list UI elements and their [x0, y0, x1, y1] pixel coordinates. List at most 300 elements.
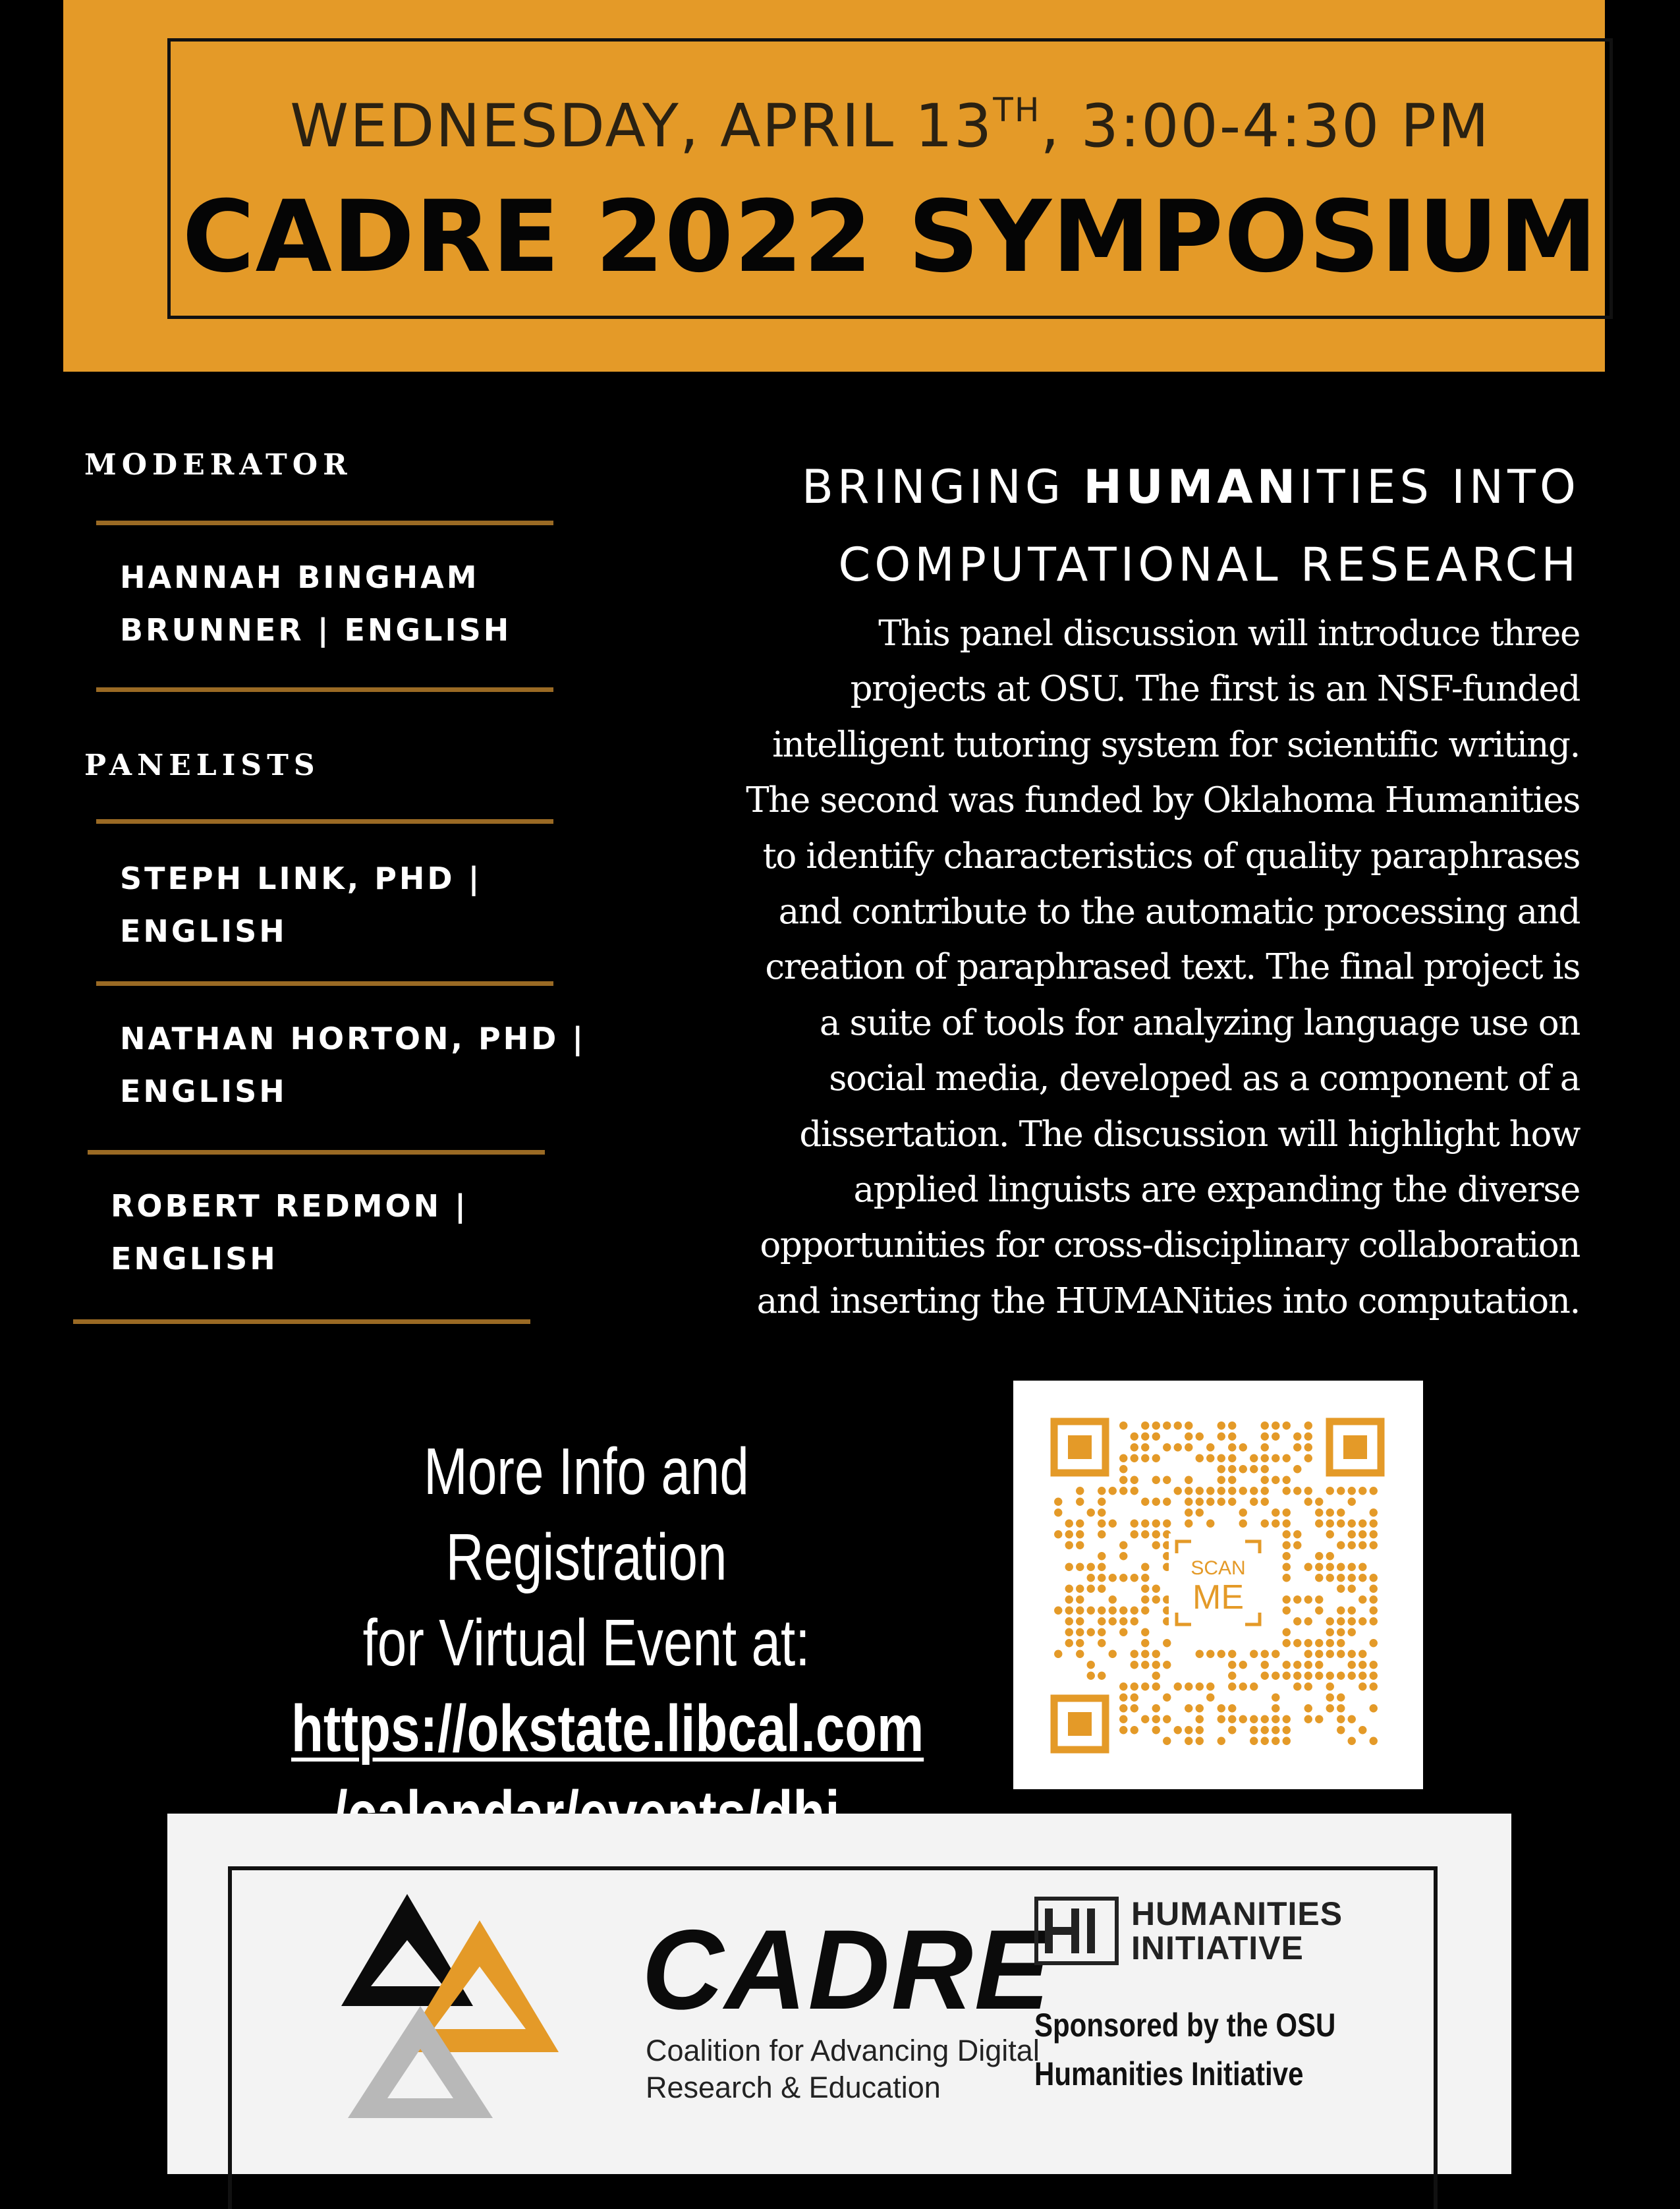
qr-module	[1196, 1726, 1204, 1734]
qr-module	[1370, 1585, 1378, 1593]
qr-module	[1141, 1607, 1149, 1615]
qr-module	[1239, 1520, 1247, 1528]
registration-line1: More Info and Registration	[424, 1435, 749, 1594]
qr-module	[1370, 1617, 1378, 1625]
qr-module	[1163, 1498, 1171, 1506]
qr-module	[1174, 1682, 1182, 1690]
qr-module	[1119, 1487, 1127, 1495]
qr-finder-bottom-left	[1054, 1698, 1106, 1750]
qr-module	[1131, 1487, 1138, 1495]
qr-module	[1261, 1650, 1269, 1658]
description-line: creation of paraphrased text. The final project is	[765, 947, 1580, 988]
qr-module	[1141, 1421, 1149, 1429]
panel-description	[644, 606, 1580, 1329]
qr-module	[1098, 1574, 1106, 1582]
panelist-item	[111, 1180, 468, 1285]
qr-module	[1337, 1607, 1345, 1615]
qr-module	[1326, 1552, 1334, 1560]
qr-module	[1228, 1715, 1236, 1723]
panelist-department: ENGLISH	[111, 1241, 278, 1277]
qr-module	[1348, 1498, 1356, 1506]
qr-module	[1119, 1541, 1127, 1549]
qr-module	[1348, 1661, 1356, 1669]
qr-module	[1174, 1443, 1182, 1451]
qr-module	[1326, 1487, 1334, 1495]
qr-module	[1315, 1595, 1323, 1603]
qr-module	[1206, 1454, 1214, 1462]
description-line: and inserting the HUMANities into computation.	[756, 1280, 1580, 1321]
qr-module	[1152, 1585, 1160, 1593]
qr-module	[1076, 1617, 1084, 1625]
qr-module	[1152, 1650, 1160, 1658]
qr-module	[1163, 1661, 1171, 1669]
qr-module	[1370, 1672, 1378, 1680]
qr-module	[1163, 1737, 1171, 1745]
qr-module	[1206, 1443, 1214, 1451]
qr-module	[1109, 1487, 1117, 1495]
qr-module	[1250, 1737, 1258, 1745]
qr-module	[1239, 1682, 1247, 1690]
qr-module	[1152, 1726, 1160, 1734]
qr-module	[1370, 1520, 1378, 1528]
qr-module	[1141, 1498, 1149, 1506]
qr-module	[1141, 1454, 1149, 1462]
qr-module	[1076, 1628, 1084, 1636]
panelists-heading: PANELISTS	[84, 749, 320, 782]
qr-module	[1196, 1454, 1204, 1462]
qr-module	[1098, 1617, 1106, 1625]
qr-module	[1065, 1639, 1073, 1647]
qr-module	[1228, 1487, 1236, 1495]
cadre-subtitle	[646, 2032, 1040, 2106]
qr-module	[1348, 1487, 1356, 1495]
qr-module	[1119, 1465, 1127, 1473]
qr-module	[1283, 1595, 1291, 1603]
registration-line2: for Virtual Event at:	[362, 1606, 810, 1680]
description-line: applied linguists are expanding the diverse	[853, 1170, 1580, 1211]
qr-module	[1109, 1595, 1117, 1603]
qr-module	[1326, 1563, 1334, 1571]
qr-module	[1315, 1672, 1323, 1680]
qr-module	[1065, 1628, 1073, 1636]
humanities-initiative-logo-icon	[1034, 1897, 1119, 1965]
qr-module	[1358, 1563, 1366, 1571]
qr-module	[1272, 1421, 1279, 1429]
description-line: The second was funded by Oklahoma Humanities	[746, 780, 1580, 821]
scan-me-label-2: ME	[1192, 1578, 1244, 1617]
qr-module	[1239, 1487, 1247, 1495]
qr-module	[1218, 1737, 1225, 1745]
qr-module	[1293, 1661, 1301, 1669]
qr-module	[1228, 1661, 1236, 1669]
qr-module	[1272, 1726, 1279, 1734]
qr-module	[1206, 1487, 1214, 1495]
qr-module	[1163, 1421, 1171, 1429]
qr-module	[1076, 1639, 1084, 1647]
qr-module	[1152, 1704, 1160, 1712]
qr-module	[1185, 1433, 1192, 1441]
qr-module	[1315, 1715, 1323, 1723]
qr-module	[1119, 1704, 1127, 1712]
qr-module	[1283, 1607, 1291, 1615]
qr-module	[1196, 1487, 1204, 1495]
qr-module	[1337, 1585, 1345, 1593]
event-title: CADRE 2022 SYMPOSIUM	[182, 180, 1598, 295]
event-date	[171, 91, 1610, 161]
qr-module	[1304, 1454, 1312, 1462]
qr-module	[1119, 1607, 1127, 1615]
qr-module	[1098, 1508, 1106, 1516]
qr-module	[1087, 1585, 1095, 1593]
panelist-name: NATHAN HORTON, PHD |	[120, 1021, 586, 1056]
qr-module	[1326, 1650, 1334, 1658]
qr-module	[1283, 1487, 1291, 1495]
qr-module	[1315, 1639, 1323, 1647]
qr-module	[1196, 1704, 1204, 1712]
qr-module	[1228, 1704, 1236, 1712]
qr-module	[1087, 1607, 1095, 1615]
qr-module	[1239, 1661, 1247, 1669]
qr-module	[1054, 1607, 1062, 1615]
footer	[167, 1814, 1511, 2174]
qr-module	[1228, 1421, 1236, 1429]
qr-module	[1087, 1563, 1095, 1571]
qr-module	[1119, 1454, 1127, 1462]
qr-module	[1250, 1726, 1258, 1734]
qr-module	[1131, 1704, 1138, 1712]
qr-module	[1304, 1433, 1312, 1441]
qr-module	[1315, 1650, 1323, 1658]
cadre-logo-icon	[341, 1894, 572, 2118]
qr-module	[1152, 1682, 1160, 1690]
qr-module	[1370, 1639, 1378, 1647]
qr-module	[1218, 1454, 1225, 1462]
qr-module	[1119, 1617, 1127, 1625]
qr-module	[1131, 1530, 1138, 1538]
qr-module	[1065, 1530, 1073, 1538]
qr-module	[1337, 1672, 1345, 1680]
panel-title-post: ITIES INTO	[1299, 460, 1580, 514]
qr-module	[1098, 1672, 1106, 1680]
description-line: and contribute to the automatic processing and	[778, 892, 1580, 932]
qr-module	[1228, 1672, 1236, 1680]
qr-module	[1337, 1704, 1345, 1712]
description-line: intelligent tutoring system for scientific writing.	[772, 724, 1580, 765]
qr-module	[1337, 1694, 1345, 1702]
divider	[96, 687, 553, 692]
qr-module	[1131, 1694, 1138, 1702]
panelist-department: ENGLISH	[120, 1074, 287, 1109]
qr-module	[1206, 1682, 1214, 1690]
qr-module	[1293, 1530, 1301, 1538]
panel-title-emphasis: HUMAN	[1083, 460, 1300, 514]
qr-module	[1337, 1563, 1345, 1571]
moderator-name-line1: HANNAH BINGHAM	[120, 559, 480, 595]
qr-module	[1293, 1595, 1301, 1603]
qr-module	[1152, 1661, 1160, 1669]
qr-module	[1098, 1639, 1106, 1647]
humanities-name-line1: HUMANITIES	[1131, 1895, 1343, 1932]
qr-module	[1348, 1585, 1356, 1593]
qr-module	[1272, 1650, 1279, 1658]
qr-module	[1326, 1682, 1334, 1690]
qr-module	[1185, 1520, 1192, 1528]
qr-module	[1326, 1574, 1334, 1582]
qr-module	[1228, 1726, 1236, 1734]
qr-module	[1315, 1574, 1323, 1582]
qr-module	[1283, 1541, 1291, 1549]
qr-module	[1283, 1520, 1291, 1528]
qr-module	[1348, 1563, 1356, 1571]
qr-module	[1196, 1715, 1204, 1723]
panel-title	[658, 448, 1580, 604]
qr-module	[1218, 1465, 1225, 1473]
qr-module	[1228, 1498, 1236, 1506]
qr-module	[1206, 1694, 1214, 1702]
qr-module	[1206, 1650, 1214, 1658]
qr-module	[1304, 1672, 1312, 1680]
qr-module	[1218, 1476, 1225, 1484]
qr-module	[1174, 1487, 1182, 1495]
event-time: , 3:00-4:30 PM	[1040, 92, 1490, 161]
header-banner	[63, 0, 1605, 372]
qr-module	[1283, 1552, 1291, 1560]
divider	[73, 1319, 530, 1324]
qr-module	[1304, 1715, 1312, 1723]
qr-module	[1283, 1476, 1291, 1484]
qr-module	[1261, 1520, 1269, 1528]
qr-module	[1196, 1498, 1204, 1506]
qr-module	[1076, 1595, 1084, 1603]
qr-module	[1304, 1639, 1312, 1647]
qr-module	[1109, 1650, 1117, 1658]
qr-module	[1152, 1454, 1160, 1462]
qr-module	[1337, 1726, 1345, 1734]
humanities-initiative-name	[1131, 1897, 1343, 1965]
qr-module	[1196, 1508, 1204, 1516]
qr-module	[1348, 1650, 1356, 1658]
qr-module	[1304, 1487, 1312, 1495]
panel-title-pre: BRINGING	[801, 460, 1084, 514]
qr-module	[1119, 1552, 1127, 1560]
qr-module	[1272, 1704, 1279, 1712]
qr-module	[1261, 1672, 1269, 1680]
qr-module	[1261, 1465, 1269, 1473]
qr-module	[1228, 1433, 1236, 1441]
qr-module	[1304, 1421, 1312, 1429]
qr-module	[1119, 1628, 1127, 1636]
qr-module	[1283, 1563, 1291, 1571]
qr-module	[1087, 1672, 1095, 1680]
qr-module	[1315, 1661, 1323, 1669]
qr-module	[1131, 1661, 1138, 1669]
qr-module	[1141, 1443, 1149, 1451]
qr-module	[1326, 1628, 1334, 1636]
qr-module	[1304, 1650, 1312, 1658]
qr-module	[1370, 1737, 1378, 1745]
qr-module	[1131, 1433, 1138, 1441]
qr-module	[1206, 1498, 1214, 1506]
qr-module	[1283, 1454, 1291, 1462]
qr-module	[1250, 1682, 1258, 1690]
qr-module	[1141, 1574, 1149, 1582]
qr-module	[1358, 1617, 1366, 1625]
qr-module	[1370, 1607, 1378, 1615]
qr-module	[1152, 1520, 1160, 1528]
qr-module	[1174, 1421, 1182, 1429]
qr-module	[1326, 1617, 1334, 1625]
qr-module	[1141, 1433, 1149, 1441]
qr-module	[1098, 1563, 1106, 1571]
panelist-item	[120, 852, 482, 958]
qr-module	[1218, 1498, 1225, 1506]
qr-module	[1098, 1498, 1106, 1506]
qr-module	[1152, 1498, 1160, 1506]
qr-module	[1370, 1530, 1378, 1538]
qr-finder-top-left	[1054, 1421, 1106, 1473]
qr-module	[1196, 1433, 1204, 1441]
panelist-item	[120, 1012, 586, 1118]
qr-module	[1076, 1498, 1084, 1506]
qr-module	[1370, 1574, 1378, 1582]
qr-module	[1261, 1715, 1269, 1723]
qr-module	[1065, 1541, 1073, 1549]
qr-module	[1348, 1715, 1356, 1723]
qr-module	[1370, 1661, 1378, 1669]
qr-finder-top-right	[1330, 1421, 1381, 1473]
qr-module	[1304, 1682, 1312, 1690]
qr-module	[1163, 1639, 1171, 1647]
qr-module	[1250, 1487, 1258, 1495]
qr-module	[1304, 1704, 1312, 1712]
qr-module	[1293, 1617, 1301, 1625]
qr-module	[1185, 1726, 1192, 1734]
qr-module	[1304, 1661, 1312, 1669]
scan-me-badge	[1169, 1534, 1268, 1632]
qr-module	[1293, 1682, 1301, 1690]
panelist-department: ENGLISH	[120, 913, 287, 949]
event-date-ordinal: TH	[993, 91, 1041, 129]
qr-module	[1065, 1563, 1073, 1571]
qr-module	[1358, 1682, 1366, 1690]
qr-module	[1141, 1661, 1149, 1669]
qr-module	[1315, 1552, 1323, 1560]
qr-module	[1119, 1726, 1127, 1734]
qr-module	[1337, 1541, 1345, 1549]
qr-module	[1358, 1650, 1366, 1658]
qr-module	[1076, 1585, 1084, 1593]
qr-module	[1131, 1443, 1138, 1451]
qr-module	[1358, 1672, 1366, 1680]
qr-module	[1228, 1476, 1236, 1484]
description-line: social media, developed as a component of a	[829, 1058, 1580, 1099]
qr-module	[1250, 1650, 1258, 1658]
qr-module	[1261, 1661, 1269, 1669]
qr-module	[1283, 1672, 1291, 1680]
qr-module	[1272, 1433, 1279, 1441]
qr-module	[1326, 1520, 1334, 1528]
qr-module	[1261, 1433, 1269, 1441]
qr-module	[1152, 1541, 1160, 1549]
qr-module	[1131, 1607, 1138, 1615]
qr-code[interactable]	[1013, 1381, 1423, 1789]
qr-module	[1228, 1443, 1236, 1451]
qr-module	[1054, 1530, 1062, 1538]
qr-module	[1272, 1520, 1279, 1528]
qr-module	[1054, 1498, 1062, 1506]
qr-module	[1272, 1694, 1279, 1702]
qr-module	[1358, 1487, 1366, 1495]
qr-module	[1315, 1520, 1323, 1528]
qr-module	[1185, 1682, 1192, 1690]
qr-module	[1076, 1541, 1084, 1549]
qr-module	[1163, 1520, 1171, 1528]
qr-module	[1109, 1607, 1117, 1615]
qr-module	[1109, 1617, 1117, 1625]
moderator-name	[120, 551, 511, 656]
description-line: opportunities for cross-disciplinary collaboration	[760, 1225, 1580, 1266]
qr-module	[1348, 1672, 1356, 1680]
qr-module	[1261, 1421, 1269, 1429]
qr-module	[1272, 1476, 1279, 1484]
qr-module	[1185, 1421, 1192, 1429]
qr-module	[1152, 1595, 1160, 1603]
qr-module	[1348, 1617, 1356, 1625]
qr-module	[1065, 1585, 1073, 1593]
registration-info	[291, 1429, 924, 1857]
qr-module	[1315, 1508, 1323, 1516]
footer-frame	[228, 1866, 1438, 2209]
qr-module	[1283, 1574, 1291, 1582]
sponsor-note	[1034, 2001, 1335, 2098]
qr-module	[1152, 1715, 1160, 1723]
qr-module	[1337, 1617, 1345, 1625]
event-date-day: WEDNESDAY, APRIL 13	[290, 92, 994, 161]
qr-module	[1337, 1715, 1345, 1723]
qr-module	[1141, 1650, 1149, 1658]
qr-module	[1185, 1704, 1192, 1712]
qr-module	[1131, 1617, 1138, 1625]
qr-module	[1283, 1508, 1291, 1516]
qr-module	[1315, 1498, 1323, 1506]
qr-module	[1358, 1574, 1366, 1582]
qr-module	[1185, 1487, 1192, 1495]
cadre-subtitle-line1: Coalition for Advancing Digital	[646, 2034, 1040, 2067]
qr-module	[1065, 1607, 1073, 1615]
qr-module	[1065, 1520, 1073, 1528]
qr-module	[1109, 1574, 1117, 1582]
qr-module	[1326, 1508, 1334, 1516]
qr-code-card[interactable]	[1013, 1381, 1423, 1789]
qr-module	[1196, 1650, 1204, 1658]
qr-module	[1239, 1465, 1247, 1473]
qr-module	[1358, 1661, 1366, 1669]
qr-module	[1293, 1433, 1301, 1441]
divider	[96, 981, 553, 986]
qr-module	[1174, 1726, 1182, 1734]
qr-module	[1326, 1639, 1334, 1647]
qr-module	[1326, 1672, 1334, 1680]
qr-module	[1141, 1682, 1149, 1690]
qr-module	[1337, 1520, 1345, 1528]
description-line: dissertation. The discussion will highlight how	[799, 1114, 1580, 1155]
qr-module	[1250, 1454, 1258, 1462]
registration-url-line1[interactable]: https://okstate.libcal.com	[291, 1692, 924, 1765]
qr-module	[1218, 1433, 1225, 1441]
qr-module	[1315, 1563, 1323, 1571]
divider	[96, 819, 553, 824]
qr-module	[1261, 1726, 1269, 1734]
